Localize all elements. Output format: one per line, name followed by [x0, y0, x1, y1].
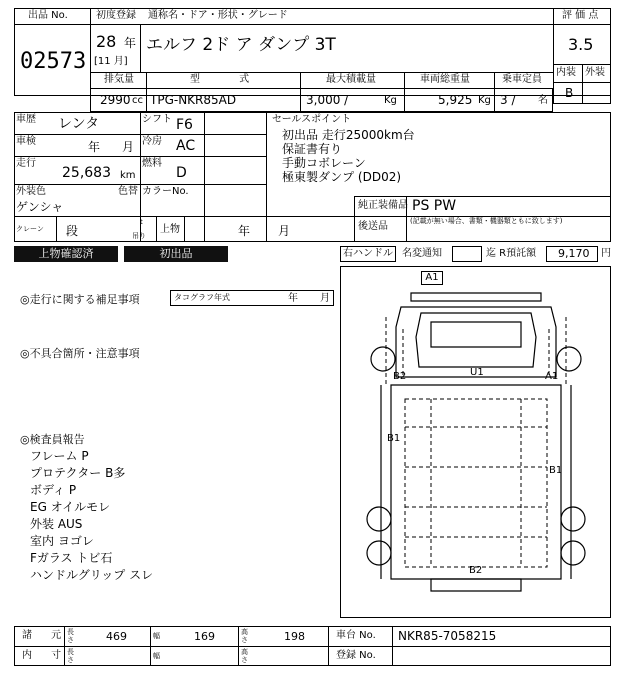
tachograph-label: タコグラフ年式: [174, 293, 230, 302]
first-reg-month: [11 月]: [94, 56, 128, 67]
inspection-label: 車検: [16, 136, 36, 147]
genuine-equipment-label: 純正装備品: [358, 200, 408, 211]
sales-point-line: 手動コボレーン: [282, 156, 366, 170]
length-value: 469: [106, 630, 127, 643]
int-width-label: 幅: [153, 652, 160, 660]
damage-mark-b2-rear: B2: [469, 565, 483, 576]
tachograph-month: 月: [320, 293, 330, 304]
displacement-unit: cc: [132, 95, 143, 106]
exterior-label: 外装: [585, 67, 605, 78]
color-no-label: 色替: [118, 186, 138, 197]
crane-hang: 吊り: [132, 232, 146, 240]
ext-color-label: 外装色: [16, 186, 46, 197]
inspector-line: プロテクター B多: [30, 466, 126, 480]
chassis-label: 車台 No.: [336, 630, 376, 641]
vehicle-name: エルフ 2ド ア ダンプ 3T: [146, 35, 336, 55]
capacity-unit: 名: [538, 95, 548, 106]
inspection-month: 月: [122, 140, 135, 154]
displacement-value: 2990: [100, 93, 131, 107]
steering-box: [340, 246, 396, 262]
damage-mark-u1: U1: [470, 367, 484, 378]
name-change-box: [452, 246, 482, 262]
name-label: 通称名・ドア・形状・グレード: [148, 10, 288, 21]
damage-mark-a1-top: A1: [421, 271, 443, 285]
gross-unit: Kg: [478, 95, 491, 106]
color-code-label: カラーNo.: [142, 186, 189, 197]
cooler-value: AC: [176, 138, 196, 154]
ext-color-value: ゲンシャ: [16, 200, 64, 214]
score-label: 評 価 点: [562, 10, 599, 21]
mileage-unit: km: [120, 170, 136, 181]
interior-grade: B: [565, 86, 574, 100]
gross-value: 5,925: [438, 93, 473, 107]
height-label: 高さ: [241, 628, 248, 644]
driving-notes-label: ◎走行に関する補足事項: [20, 293, 140, 306]
shift-label: シフト: [142, 114, 172, 125]
aftermarket-note: (記載が無い場合、書類・機器類ともに致します): [410, 217, 563, 225]
dims-label: 諸 元: [22, 630, 70, 641]
cooler-label: 冷房: [142, 136, 162, 147]
recycle-unit: 円: [601, 248, 611, 259]
inspector-report-list: [30, 448, 153, 584]
inspector-label: ◎検査員報告: [20, 433, 85, 446]
inspector-line: 外装 AUS: [30, 517, 83, 531]
genuine-equipment-value: PS PW: [412, 198, 457, 214]
sales-point-line: 初出品 走行25000km台: [282, 128, 415, 142]
vehicle-diagram: [340, 266, 611, 618]
displacement-label: 排気量: [104, 74, 134, 85]
capacity-value: 3 /: [500, 93, 516, 107]
chassis-value: NKR85-7058215: [398, 629, 497, 643]
damage-mark-a1-right: A1: [545, 371, 559, 382]
body-year: 年: [238, 224, 251, 238]
inspector-line: 室内 ヨゴレ: [30, 534, 94, 548]
inspector-line: ハンドルグリップ スレ: [30, 568, 154, 582]
first-listing-badge: 初出品: [124, 246, 228, 262]
mileage-value: 25,683: [62, 165, 111, 181]
history-value: レンタ: [58, 116, 100, 132]
model-label: 型 式: [190, 74, 268, 85]
lot-label: 出品 No.: [28, 10, 68, 21]
load-unit: Kg: [384, 95, 397, 106]
aftermarket-label: 後送品: [358, 221, 388, 232]
sales-point-line: 極東製ダンプ (DD02): [282, 170, 402, 184]
crane-stage: 段: [66, 224, 79, 238]
crane-label: クレーン: [16, 225, 44, 233]
shift-value: F6: [176, 117, 193, 133]
year-unit: 年: [124, 36, 137, 50]
steering-value: 右ハンドル: [343, 248, 393, 259]
body-confirmed-badge: 上物確認済: [14, 246, 118, 262]
sales-points-title: セールスポイント: [272, 114, 352, 125]
history-label: 車歴: [16, 114, 36, 125]
damage-mark-b2-left: B2: [393, 371, 407, 382]
crane-ton: t: [140, 218, 143, 226]
model-value: TPG-NKR85AD: [150, 93, 237, 107]
inspector-line: フレーム P: [30, 449, 89, 463]
int-length-label: 長さ: [67, 648, 74, 664]
name-change-label: 名変通知: [402, 248, 442, 259]
recycle-value: 9,170: [558, 247, 590, 260]
internal-label: 内 寸: [22, 650, 70, 661]
height-value: 198: [284, 630, 305, 643]
tachograph-year: 年: [288, 293, 298, 304]
body-month: 月: [278, 224, 291, 238]
mileage-label: 走行: [16, 158, 36, 169]
width-value: 169: [194, 630, 215, 643]
reg-label: 登録 No.: [336, 650, 376, 661]
first-reg-label: 初度登録: [96, 10, 136, 21]
load-value: 3,000 /: [306, 93, 349, 107]
damage-mark-b1-right: B1: [549, 465, 563, 476]
defects-label: ◎不具合箇所・注意事項: [20, 347, 140, 360]
inspector-line: EG オイルモレ: [30, 500, 111, 514]
inspector-line: ボディ P: [30, 483, 77, 497]
distance-label: 迄 R預託額: [486, 248, 537, 259]
lot-number: 02573: [20, 49, 87, 74]
load-label: 最大積載量: [326, 74, 376, 85]
inspector-line: Fガラス トビ石: [30, 551, 113, 565]
capacity-label: 乗車定員: [502, 74, 542, 85]
inspection-year: 年: [88, 140, 101, 154]
body-label: 上物: [160, 224, 180, 235]
score-value: 3.5: [568, 35, 594, 54]
fuel-label: 燃料: [142, 158, 162, 169]
gross-label: 車両総重量: [420, 74, 470, 85]
width-label: 幅: [153, 632, 160, 640]
fuel-value: D: [176, 165, 187, 181]
first-reg-year: 28: [96, 32, 117, 51]
sales-point-line: 保証書有り: [282, 142, 343, 156]
damage-mark-b1-left: B1: [387, 433, 401, 444]
interior-label: 内装: [556, 67, 576, 78]
int-height-label: 高さ: [241, 648, 248, 664]
sales-points-list: [282, 128, 415, 184]
length-label: 長さ: [67, 628, 74, 644]
